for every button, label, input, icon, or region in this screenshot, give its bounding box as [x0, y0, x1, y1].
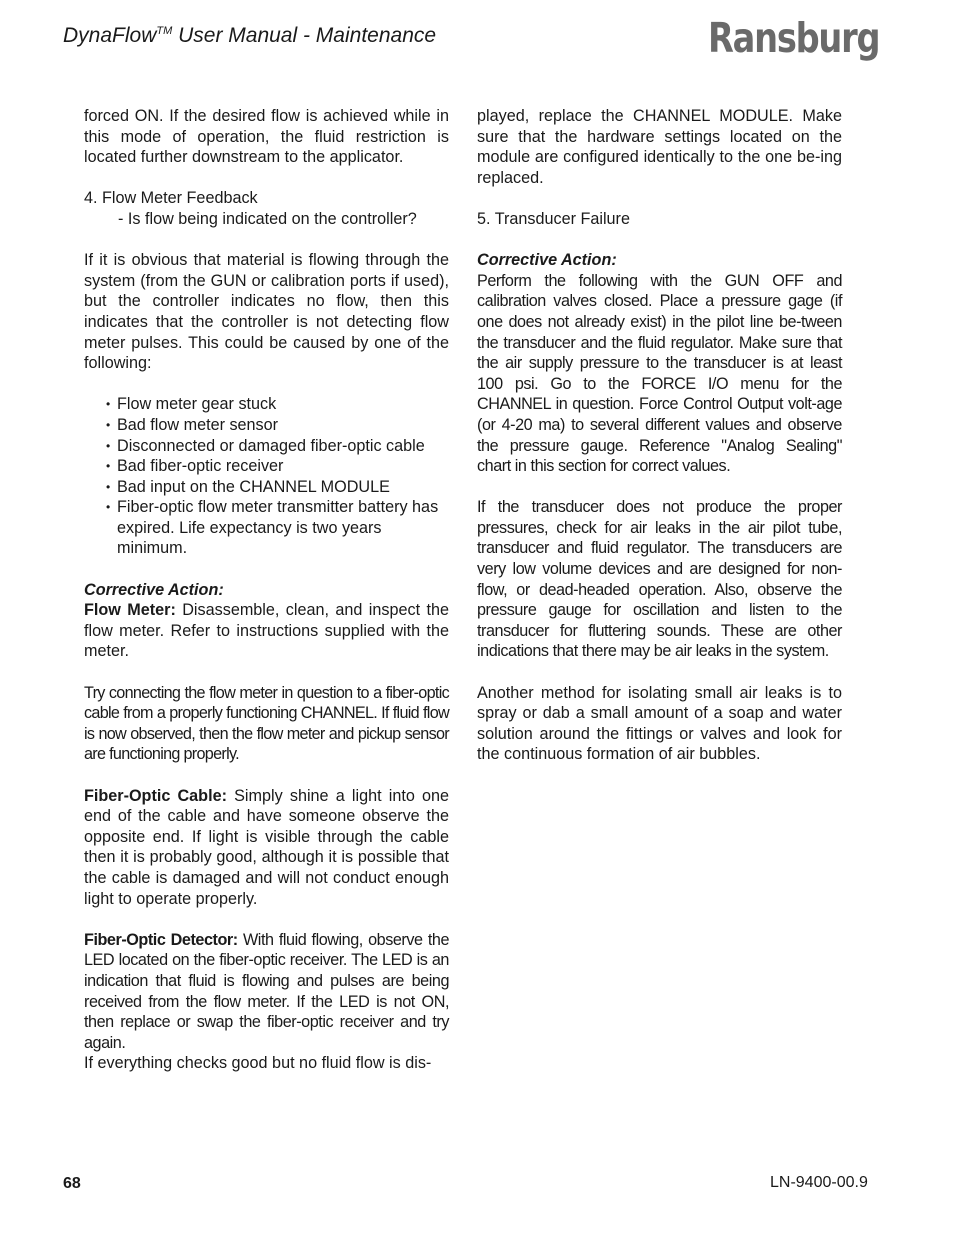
fiber-optic-cable-label: Fiber-Optic Cable:	[84, 786, 227, 805]
paragraph-fiber-optic-cable	[84, 786, 449, 910]
list-item-sub-question: - Is flow being indicated on the controller?	[118, 209, 417, 228]
paragraph-replace-module: played, replace the CHANNEL MODULE. Make sure that the hardware settings located on the module are configured identically to the one be-ing replaced.	[477, 107, 842, 187]
left-column	[84, 106, 449, 1074]
paragraph-perform-following: Perform the following with the GUN OFF and calibration valves closed. Place a pressure gage (if one does not already exist) in the pilot line be-tween the transducer and the fluid regulator. Make sure that the air supply pressure to the transducer is at least 100 psi. Go to the FORCE I/O menu for the CHANNEL in question. Force Control Output volt-age (or 4-20 ma) to several different values and observe the pressure gauge. Reference "Analog Sealing" chart in this section for correct values.	[477, 271, 842, 476]
document-number: LN-9400-00.9	[770, 1174, 868, 1191]
corrective-action-heading: Corrective Action:	[477, 251, 617, 270]
list-item: • Bad input on the CHANNEL MODULE	[106, 477, 449, 498]
page-number: 68	[63, 1175, 81, 1192]
flow-meter-text: Disassemble, clean, and inspect the flow meter. Refer to instructions supplied with the meter.	[84, 601, 450, 661]
fiber-optic-cable-text: Simply shine a light into one end of the cable and have someone observe the opposite end. If light is visible through the cable then it is probably good, although it is possible that the cable is damaged and will not conduct enough light to operate properly.	[84, 786, 449, 908]
corrective-action-heading: Corrective Action:	[84, 580, 224, 599]
paragraph-air-leaks: Another method for isolating small air leaks is to spray or dab a small amount of a soap and water solution around the fittings or valves and look for the continuous formation of air bubbles.	[477, 683, 842, 764]
paragraph-try-connecting: Try connecting the flow meter in question to a fiber-optic cable from a properly functioning CHANNEL. If fluid flow is now observed, then the flow meter and pickup sensor are functioning properly.	[84, 683, 449, 764]
paragraph-flow-meter	[84, 600, 449, 662]
list-item: • Disconnected or damaged fiber-optic cable	[106, 436, 449, 457]
paragraph-fiber-optic-detector	[84, 930, 449, 1054]
list-item: • Flow meter gear stuck	[106, 394, 449, 415]
paragraph-no-flow: If it is obvious that material is flowing through the system (from the GUN or calibration ports if used), but the controller indicates no flow, then this indicates that the controller is not detecting flow meter pulses. This could be caused by one of the following:	[84, 251, 449, 373]
right-column	[477, 106, 842, 765]
flow-meter-label: Flow Meter:	[84, 601, 176, 620]
list-item: • Bad fiber-optic receiver	[106, 456, 449, 477]
ransburg-logo: Ransburg	[708, 14, 880, 62]
trademark-mark: TM	[156, 25, 173, 37]
list-item-flow-meter-feedback: 4. Flow Meter Feedback	[84, 189, 258, 208]
fiber-optic-detector-label: Fiber-Optic Detector:	[84, 930, 238, 949]
fiber-optic-detector-text: With fluid flowing, observe the LED located on the fiber-optic receiver. The LED is an indication that fluid is flowing and pulses are being received from the flow meter. If the LED is not ON, then replace or swap the fiber-optic receiver and try again.	[84, 930, 449, 1052]
manual-title	[63, 24, 436, 48]
cause-list	[84, 394, 449, 559]
list-item: • Fiber-optic flow meter transmitter battery has expired. Life expectancy is two years minimum.	[106, 497, 449, 559]
title-suffix: User Manual - Maintenance	[172, 24, 437, 47]
paragraph-everything-checks: If everything checks good but no fluid flow is dis-	[84, 1054, 432, 1073]
paragraph-forced-on: forced ON. If the desired flow is achieved while in this mode of operation, the fluid restriction is located further downstream to the applicator.	[84, 107, 449, 167]
list-item: • Bad flow meter sensor	[106, 415, 449, 436]
title-prefix: DynaFlow	[63, 24, 157, 47]
paragraph-transducer-pressures: If the transducer does not produce the proper pressures, check for air leaks in the air pilot tube, transducer and fluid regulator. The transducers are very low volume devices and are designed for non-flow, or dead-headed operation. Also, observe the pressure gauge for oscillation and listen to the transducer for fluttering sounds. These are other indications that there may be air leaks in the system.	[477, 498, 842, 661]
list-item-transducer-failure: 5. Transducer Failure	[477, 209, 630, 228]
